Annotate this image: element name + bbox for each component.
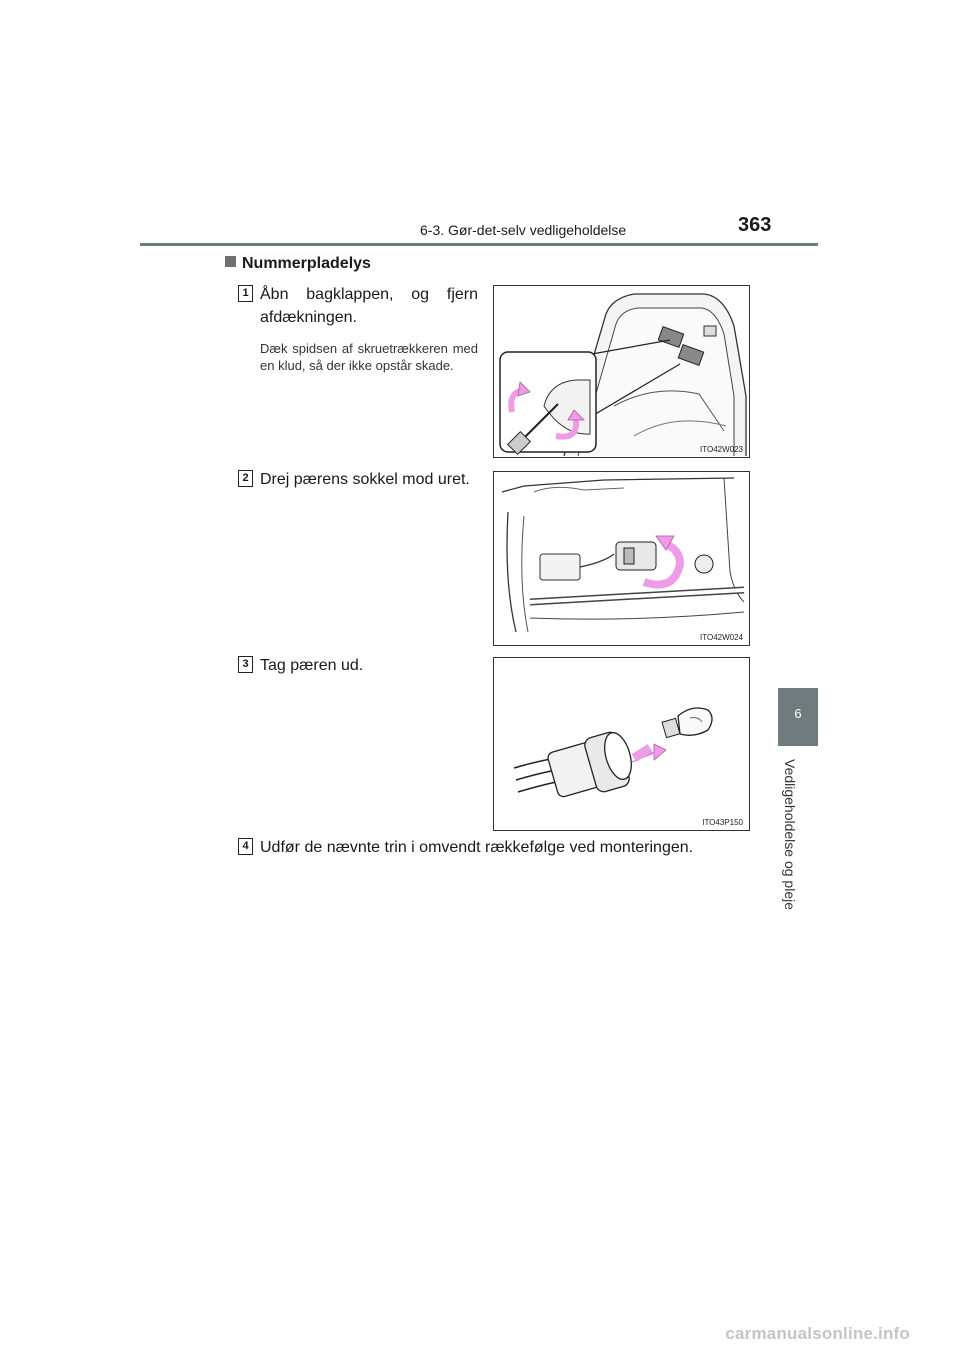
- step-4-text: Udfør de nævnte trin i omvendt rækkefølge ved monteringen.: [260, 839, 694, 856]
- bulb-illustration: [494, 658, 750, 831]
- step-4-number: 4: [238, 838, 253, 855]
- figure-code: ITO42W023: [700, 445, 743, 454]
- square-bullet-icon: [225, 256, 236, 267]
- step-1-number: 1: [238, 285, 253, 302]
- section-title: Nummerpladelys: [225, 255, 371, 273]
- socket-illustration: [494, 472, 750, 646]
- figure-open-tailgate: [493, 285, 750, 458]
- step-1-note: Dæk spidsen af skruetrækkeren med en klud, så der ikke opstår skade.: [260, 341, 478, 373]
- step-2-number: 2: [238, 470, 253, 487]
- step-3-text: Tag pæren ud.: [260, 657, 364, 674]
- step-2-text: Drej pærens sokkel mod uret.: [260, 471, 470, 488]
- chapter-tab: [778, 688, 818, 746]
- site-watermark: carmanualsonline.info: [725, 1324, 910, 1343]
- figure-code: ITO43P150: [702, 818, 743, 827]
- figure-remove-bulb: [493, 657, 750, 831]
- tailgate-illustration: [494, 286, 750, 458]
- section-reference: 6-3. Gør-det-selv vedligeholdelse: [420, 222, 627, 238]
- step-3-number: 3: [238, 656, 253, 673]
- chapter-number: 6: [794, 706, 802, 721]
- figure-code: ITO42W024: [700, 633, 743, 642]
- header-rule: [140, 243, 818, 246]
- step-1-text: Åbn bagklappen, og fjern afdækningen.: [260, 286, 478, 326]
- figure-turn-socket: [493, 471, 750, 646]
- chapter-title: Vedligeholdelse og pleje: [782, 759, 798, 911]
- page-number: 363: [738, 214, 772, 236]
